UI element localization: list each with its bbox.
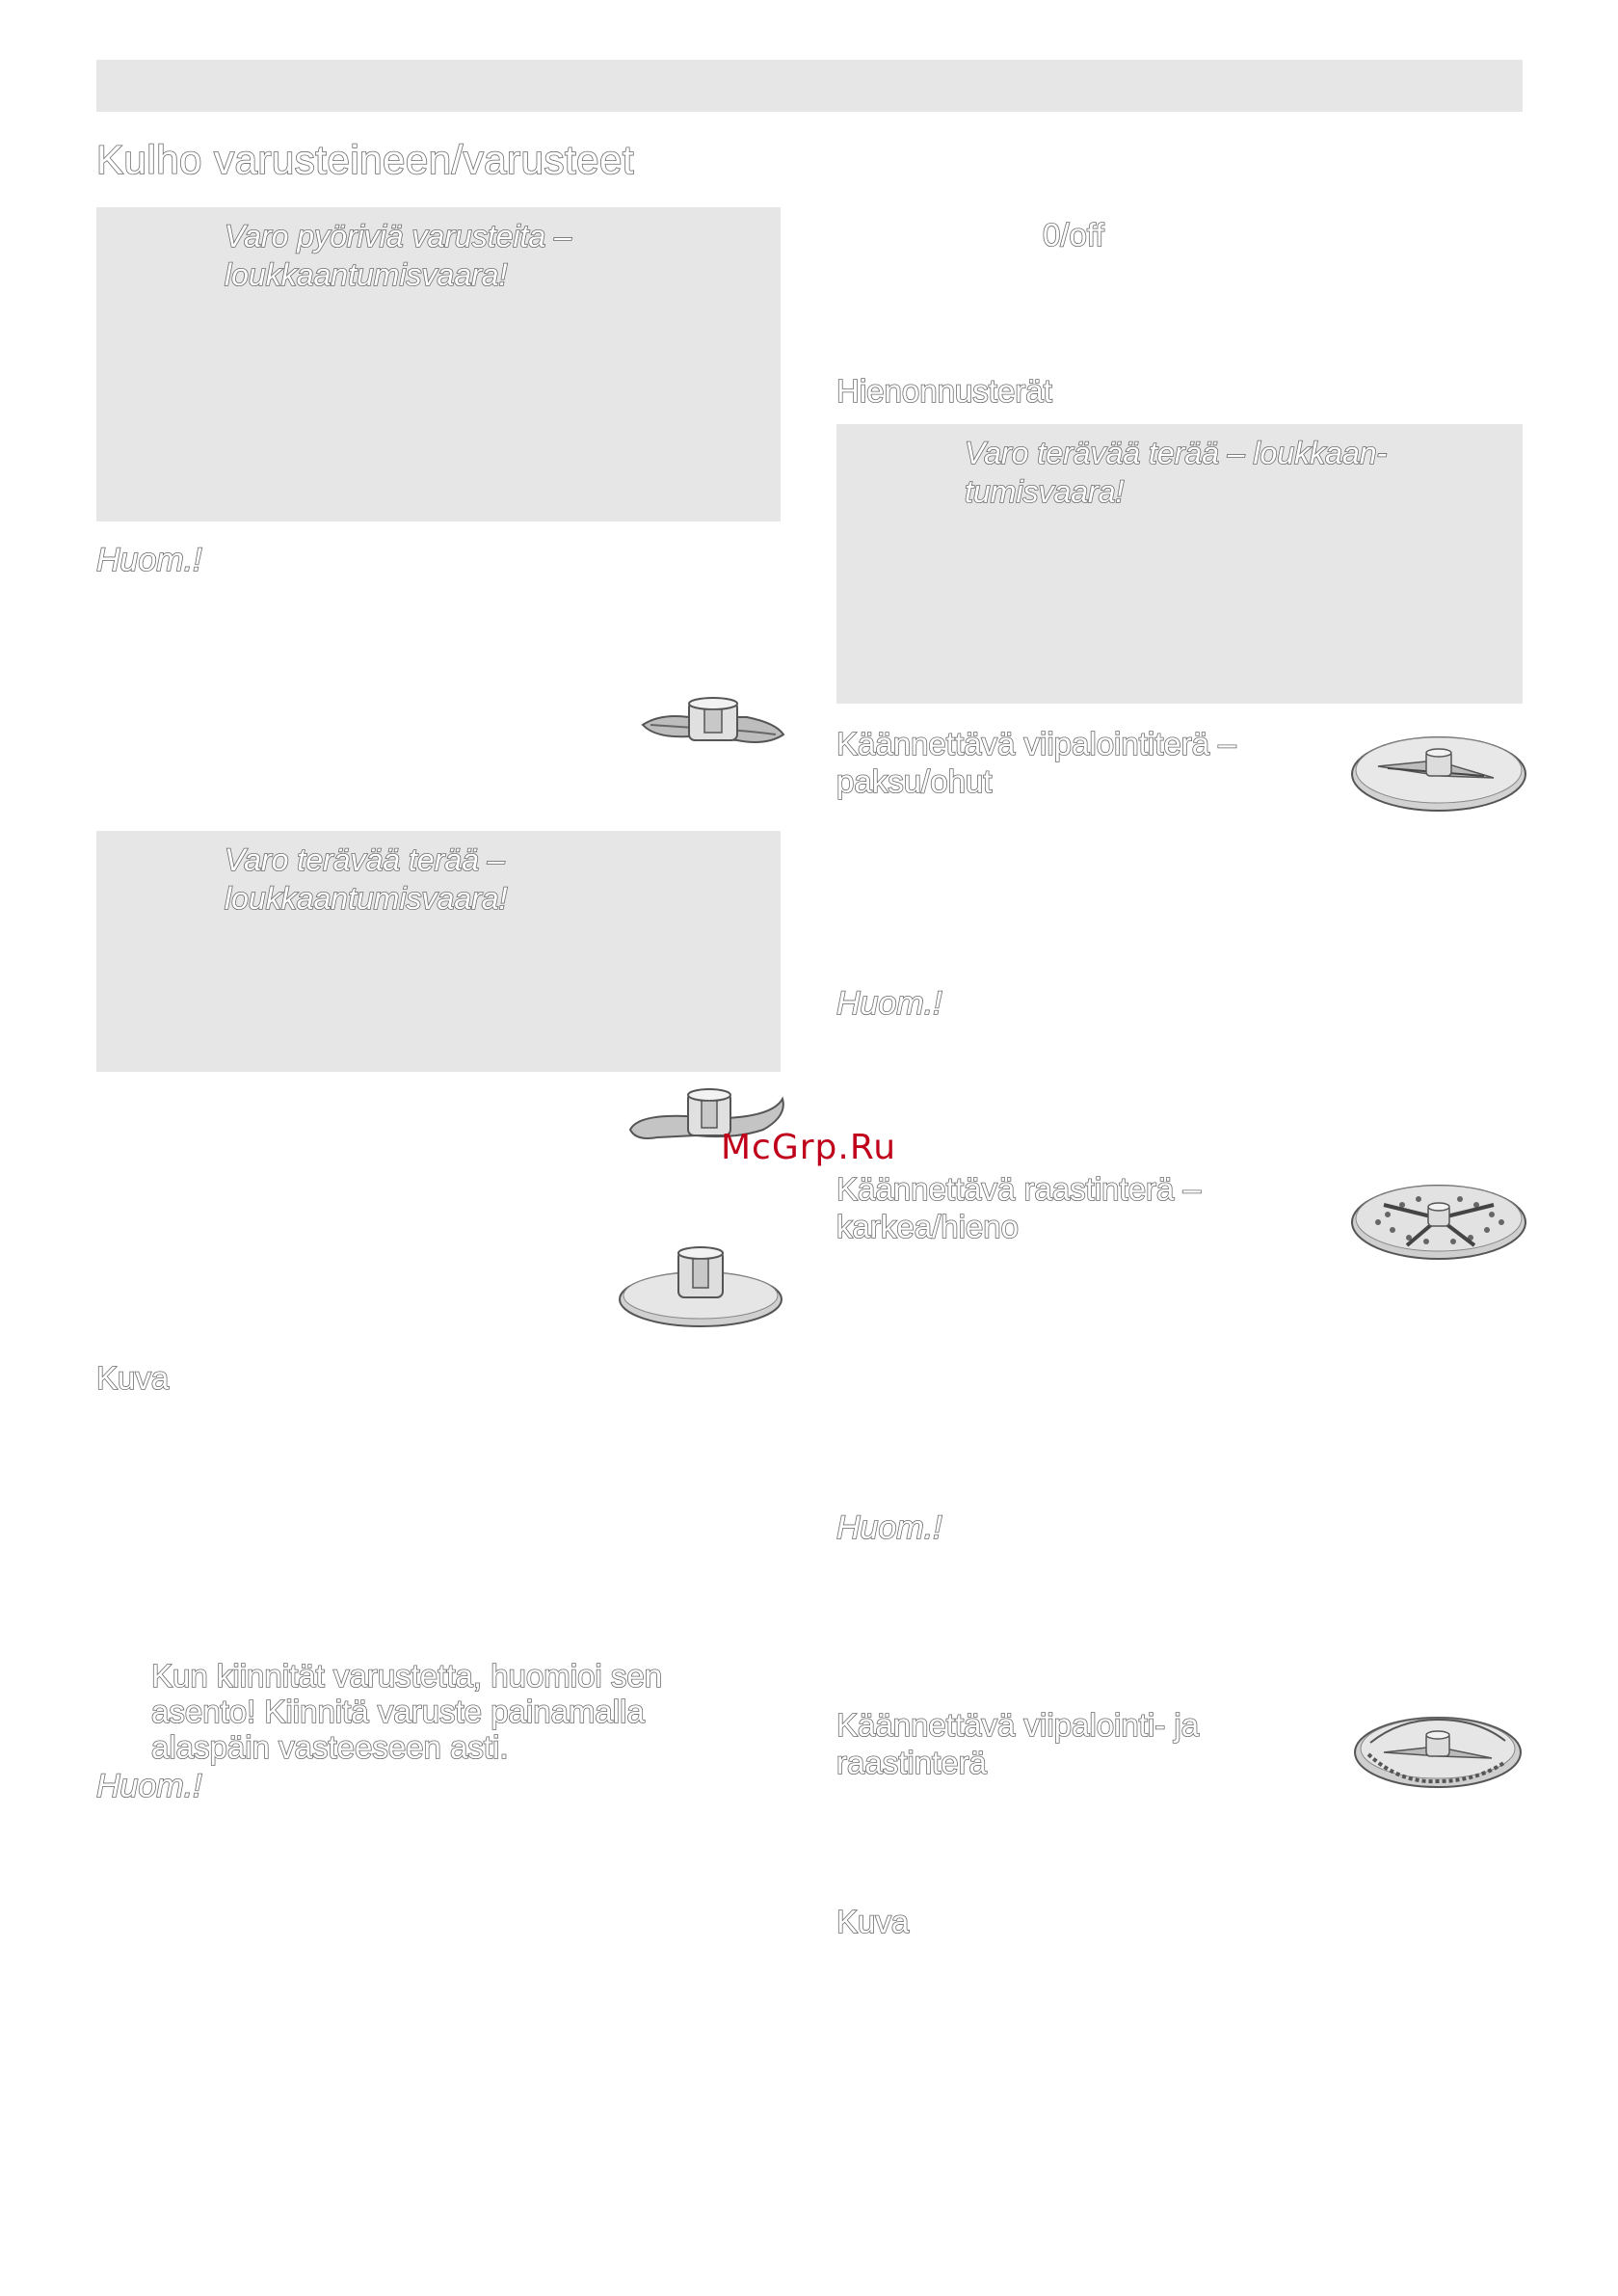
kneading-hook-icon	[641, 696, 785, 756]
figure-label: Kuva	[96, 1360, 170, 1396]
warning-line: Varo pyöriviä varusteita –	[225, 219, 571, 254]
instruction-line: alaspäin vasteeseen asti.	[151, 1729, 509, 1765]
emulsifying-disc-icon	[617, 1243, 785, 1330]
slicing-grating-disc-icon	[1351, 1708, 1525, 1795]
switch-label: 0/off	[1043, 217, 1104, 253]
note-label: Huom.!	[96, 1768, 202, 1804]
figure-label: Kuva	[836, 1904, 910, 1939]
instruction-line: Kun kiinnität varustetta, huomioi sen	[151, 1658, 663, 1694]
disc-title: raastinterä	[836, 1745, 987, 1780]
warning-line: loukkaantumisvaara!	[225, 257, 508, 292]
warning-box-blade	[96, 831, 781, 1072]
note-label: Huom.!	[836, 1509, 942, 1546]
warning-box-rotating	[96, 207, 781, 521]
warning-box-sharp	[836, 424, 1523, 704]
grating-disc-icon	[1349, 1176, 1528, 1265]
note-label: Huom.!	[96, 542, 202, 578]
warning-line: loukkaantumisvaara!	[225, 881, 508, 916]
instruction-line: asento! Kiinnitä varuste painamalla	[151, 1694, 645, 1729]
warning-line: Varo terävää terää – loukkaan-	[965, 436, 1388, 470]
disc-title: karkea/hieno	[836, 1209, 1019, 1244]
disc-title: Käännettävä viipalointiterä –	[836, 726, 1236, 761]
warning-line: Varo terävää terää –	[225, 842, 505, 877]
watermark: McGrp.Ru	[721, 1128, 897, 1167]
slicing-disc-icon	[1349, 728, 1528, 814]
section-title: Hienonnusterät	[836, 373, 1052, 409]
disc-title: Käännettävä viipalointi- ja	[836, 1707, 1200, 1743]
warning-line: tumisvaara!	[965, 474, 1125, 509]
page-title: Kulho varusteineen/varusteet	[96, 137, 635, 182]
header-bar	[96, 60, 1523, 112]
disc-title: Käännettävä raastinterä –	[836, 1171, 1201, 1207]
note-label: Huom.!	[836, 985, 942, 1022]
disc-title: paksu/ohut	[836, 763, 993, 799]
